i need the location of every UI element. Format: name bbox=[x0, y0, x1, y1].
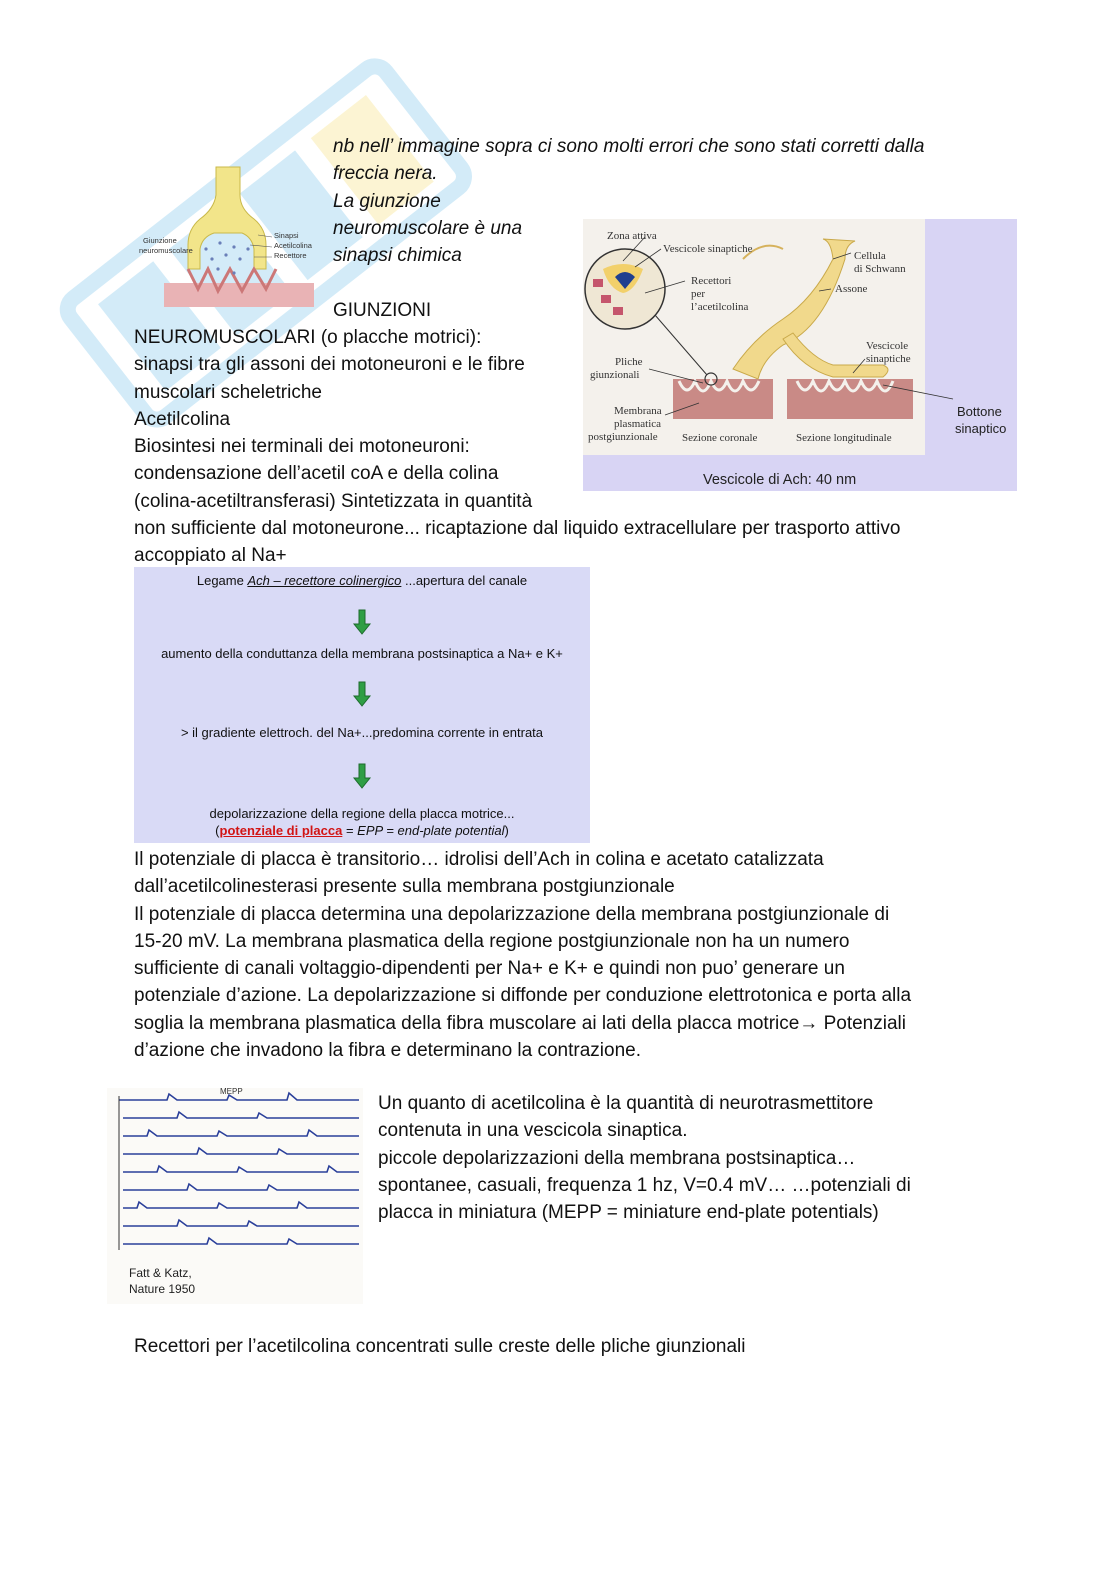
body-line: sinapsi tra gli assoni dei motoneuroni e le fibre bbox=[134, 354, 525, 376]
body-line: piccole depolarizzazioni della membrana postsinaptica… bbox=[378, 1147, 856, 1169]
mepp-credit-2: Nature 1950 bbox=[129, 1282, 196, 1296]
small-fig-label-giunzione: Giunzione bbox=[143, 236, 177, 245]
body-line: 15-20 mV. La membrana plasmatica della regione postgiunzionale non ha un numero bbox=[134, 930, 850, 952]
body-line: placca in miniatura (MEPP = miniature end-plate potentials) bbox=[378, 1202, 879, 1224]
small-fig-label-acetilcolina: Acetilcolina bbox=[274, 241, 312, 250]
body-line: d’azione che invadono la fibra e determinano la contrazione. bbox=[134, 1040, 641, 1062]
body-line: condensazione dell’acetil coA e della colina bbox=[134, 463, 499, 485]
nmj-label-schwann: di Schwann bbox=[854, 263, 906, 275]
intro-line: sinapsi chimica bbox=[333, 245, 462, 267]
down-arrow-icon bbox=[352, 681, 372, 707]
small-fig-label-sinapsi: Sinapsi bbox=[274, 231, 299, 240]
mepp-top-label: MEPP bbox=[220, 1087, 243, 1096]
flow-step-5-close: ) bbox=[504, 823, 509, 838]
down-arrow-icon bbox=[352, 763, 372, 789]
nmj-label-sinaptiche: sinaptiche bbox=[866, 353, 911, 365]
nmj-label-assone: Assone bbox=[835, 283, 868, 295]
flow-step-4: depolarizzazione della regione della placca motrice... bbox=[209, 806, 515, 821]
flow-step-1-post: ...apertura del canale bbox=[401, 573, 528, 588]
nmj-label-giunzionali: giunzionali bbox=[590, 369, 640, 381]
flow-step-3: > il gradiente elettroch. del Na+...predomina corrente in entrata bbox=[180, 725, 544, 740]
flow-step-5-mid: = bbox=[342, 823, 358, 838]
mepp-recording-figure bbox=[107, 1088, 363, 1304]
down-arrow-icon bbox=[352, 609, 372, 635]
nmj-label-membrana: Membrana bbox=[614, 405, 662, 417]
body-line: Un quanto di acetilcolina è la quantità di neurotrasmettitore bbox=[378, 1093, 874, 1114]
intro-line: freccia nera. bbox=[333, 163, 438, 185]
flow-diagram bbox=[134, 567, 590, 843]
body-line: muscolari scheletriche bbox=[134, 381, 322, 403]
final-line: Recettori per l’acetilcolina concentrati sulle creste delle pliche giunzionali bbox=[134, 1336, 746, 1357]
body-line: soglia la membrana plasmatica della fibra muscolare ai lati della placca motrice→ Potenziali bbox=[134, 1012, 906, 1034]
flow-step-2: aumento della conduttanza della membrana postsinaptica a Na+ e K+ bbox=[161, 646, 563, 661]
body-line: Il potenziale di placca determina una depolarizzazione della membrana postgiunzionale di bbox=[134, 903, 890, 925]
nmj-label-plasmatica: plasmatica bbox=[614, 418, 662, 430]
flow-step-1 bbox=[134, 573, 590, 588]
body-line: Biosintesi nei terminali dei motoneuroni: bbox=[134, 436, 470, 458]
nmj-label-recettori-per: per bbox=[691, 288, 706, 300]
intro-line: La giunzione bbox=[333, 190, 441, 212]
body-paragraph-2 bbox=[134, 846, 911, 1064]
flow-step-5 bbox=[134, 823, 590, 838]
body-line: non sufficiente dal motoneurone... ricaptazione dal liquido extracellulare per trasporto attivo bbox=[134, 518, 901, 540]
body-line: potenziale d’azione. La depolarizzazione si diffonde per conduzione elettrotonica e porta alla bbox=[134, 985, 912, 1007]
nmj-label-postgiunzionale: postgiunzionale bbox=[588, 431, 658, 443]
intro-line: nb nell’ immagine sopra ci sono molti errori che sono stati corretti dalla bbox=[333, 136, 925, 157]
nmj-label-sezione-coronale: Sezione coronale bbox=[682, 432, 758, 444]
body-line: (colina-acetiltransferasi) Sintetizzata in quantità bbox=[134, 490, 533, 512]
flow-step-5-italic: EPP = end-plate potential bbox=[357, 823, 505, 838]
nmj-label-sezione-longitudinale: Sezione longitudinale bbox=[796, 432, 892, 444]
mepp-credit-1: Fatt & Katz, bbox=[129, 1266, 192, 1280]
nmj-caption: Vescicole di Ach: 40 nm bbox=[703, 472, 857, 488]
nmj-label-recettori: Recettori bbox=[691, 275, 732, 287]
heading-giunzioni: GIUNZIONI bbox=[333, 300, 432, 321]
nmj-label-zona-attiva: Zona attiva bbox=[607, 230, 657, 242]
body-line: accoppiato al Na+ bbox=[134, 545, 287, 567]
body-line: dall’acetilcolinesterasi presente sulla membrana postgiunzionale bbox=[134, 876, 675, 898]
body-line: NEUROMUSCOLARI (o placche motrici): bbox=[134, 327, 482, 348]
nmj-label-pliche: Pliche bbox=[615, 356, 643, 368]
body-line: Il potenziale di placca è transitorio… idrolisi dell’Ach in colina e acetato catalizzata bbox=[134, 849, 824, 870]
nmj-label-vescicole: Vescicole bbox=[866, 340, 909, 352]
flow-step-5-open: ( bbox=[215, 823, 220, 838]
nmj-label-recettori-acetilcolina: l’acetilcolina bbox=[691, 301, 749, 313]
body-line: Acetilcolina bbox=[134, 408, 231, 430]
flow-step-5-red: potenziale di placca bbox=[219, 823, 343, 838]
body-line: sufficiente di canali voltaggio-dipendenti per Na+ e K+ e quindi non puo’ generare un bbox=[134, 958, 845, 980]
nmj-label-cellula: Cellula bbox=[854, 250, 886, 262]
body-line: contenuta in una vescicola sinaptica. bbox=[378, 1120, 688, 1142]
nmj-label-bottone: Bottone bbox=[957, 404, 1002, 419]
small-fig-label-recettore: Recettore bbox=[274, 251, 307, 260]
nmj-label-sinaptico: sinaptico bbox=[955, 421, 1007, 436]
nmj-label-vescicole-sinaptiche: Vescicole sinaptiche bbox=[663, 243, 753, 255]
small-fig-label-neuromuscolare: neuromuscolare bbox=[139, 246, 193, 255]
body-paragraph-1 bbox=[134, 324, 900, 570]
intro-line: neuromuscolare è una bbox=[333, 217, 523, 239]
flow-step-1-pre: Legame bbox=[196, 573, 248, 588]
quanto-paragraph bbox=[378, 1090, 911, 1226]
body-line: spontanee, casuali, frequenza 1 hz, V=0.4 mV… …potenziali di bbox=[378, 1174, 911, 1196]
flow-step-1-link: Ach – recettore colinergico bbox=[247, 573, 402, 588]
